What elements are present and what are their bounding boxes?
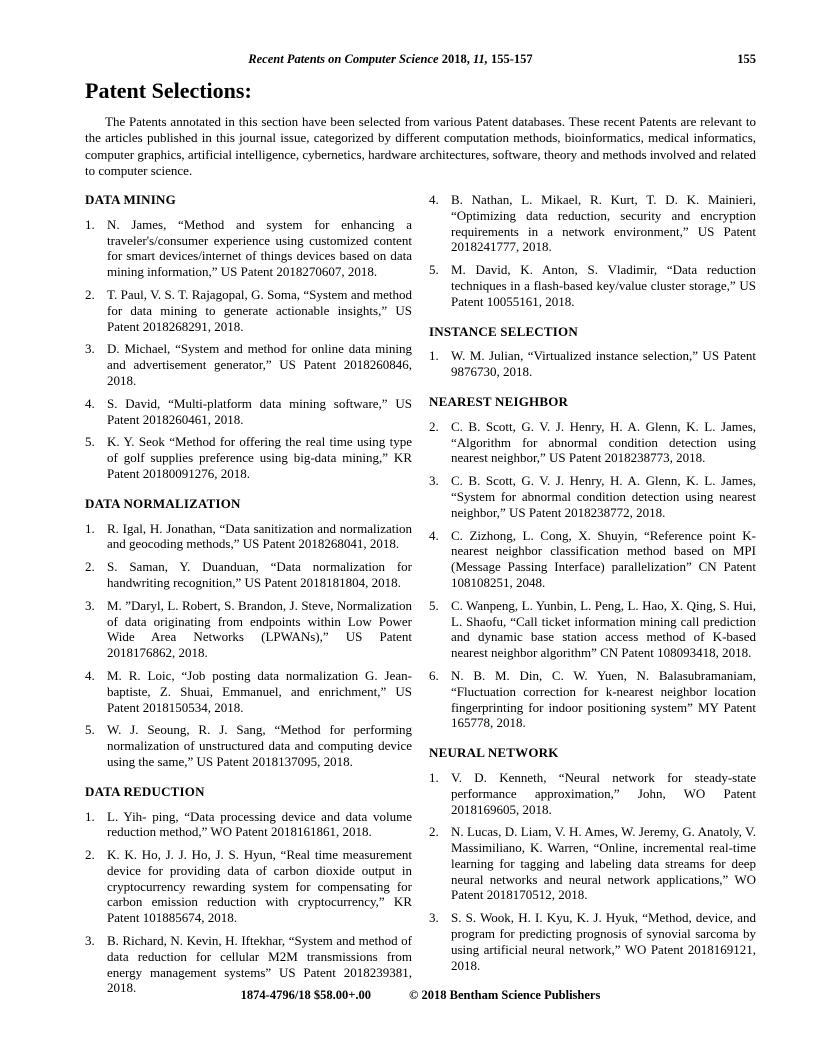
patent-item bbox=[429, 262, 756, 309]
item-text: M. David, K. Anton, S. Vladimir, “Data reduction techniques in a flash-based key/value cluster storage,” US Patent 10055161, 2018. bbox=[451, 262, 756, 309]
patent-columns bbox=[85, 192, 756, 1003]
patent-section bbox=[429, 192, 756, 310]
item-number: 5. bbox=[85, 722, 95, 738]
page-title: Patent Selections: bbox=[85, 78, 252, 103]
patent-section bbox=[429, 324, 756, 380]
issn-price: 1874-4796/18 $58.00+.00 bbox=[240, 988, 372, 1002]
patent-item bbox=[85, 668, 412, 715]
section-heading: DATA REDUCTION bbox=[85, 783, 205, 799]
item-text: B. Richard, N. Kevin, H. Iftekhar, “System and method of data reduction for cellular M2M transmissions from energy management systems” US Patent 2018239381, 2018. bbox=[107, 933, 412, 996]
journal-issue: 11, bbox=[472, 52, 488, 66]
item-number: 3. bbox=[429, 910, 439, 926]
patent-item bbox=[429, 770, 756, 817]
item-number: 5. bbox=[85, 434, 95, 450]
item-text: M. ”Daryl, L. Robert, S. Brandon, J. Steve, Normalization of data originating from endpoints within Low Power Wide Area Networks (LPWANs),” US Patent 2018176862, 2018. bbox=[107, 597, 412, 661]
patent-item bbox=[85, 434, 412, 481]
item-number: 6. bbox=[429, 667, 439, 683]
section-heading: DATA NORMALIZATION bbox=[85, 495, 241, 511]
item-text: R. Igal, H. Jonathan, “Data sanitization and normalization and geocoding methods,” US Patent 2018268041, 2018. bbox=[107, 520, 412, 552]
item-text: K. K. Ho, J. J. Ho, J. S. Hyun, “Real time measurement device for providing data of carbon dioxide output in cryptocurrency rewarding system for compensating for carbon emission reduction with cryptocurrency,” KR Patent 101885674, 2018. bbox=[107, 847, 412, 926]
item-number: 3. bbox=[85, 341, 95, 357]
patent-item bbox=[85, 847, 412, 926]
section-heading: DATA MINING bbox=[85, 192, 176, 207]
item-text: C. B. Scott, G. V. J. Henry, H. A. Glenn, K. L. James, “System for abnormal condition detection using nearest neighbor,” US Patent 2018238772, 2018. bbox=[451, 473, 756, 520]
item-text: S. S. Wook, H. I. Kyu, K. J. Hyuk, “Method, device, and program for predicting prognosis of synovial sarcoma by using artificial neural network,” WO Patent 2018169121, 2018. bbox=[451, 910, 756, 973]
item-number: 3. bbox=[85, 933, 95, 949]
patent-section bbox=[85, 784, 412, 997]
patent-item bbox=[85, 933, 412, 996]
item-number: 4. bbox=[85, 395, 95, 411]
patent-section bbox=[85, 192, 412, 482]
item-number: 2. bbox=[429, 418, 439, 434]
item-text: W. J. Seoung, R. J. Sang, “Method for performing normalization of unstructured data and computing device using the same,” US Patent 2018137095, 2018. bbox=[107, 722, 412, 769]
patent-item bbox=[429, 192, 756, 255]
page-number: 155 bbox=[737, 52, 756, 66]
item-number: 2. bbox=[85, 559, 95, 575]
journal-pages: 155-157 bbox=[491, 52, 533, 66]
patent-item bbox=[429, 348, 756, 380]
item-text: L. Yih- ping, “Data processing device and data volume reduction method,” WO Patent 2018161861, 2018. bbox=[107, 808, 412, 840]
patent-item bbox=[85, 341, 412, 388]
item-number: 2. bbox=[85, 286, 95, 302]
page-footer bbox=[85, 988, 756, 1003]
item-text: V. D. Kenneth, “Neural network for steady-state performance approximation,” John, WO Patent 2018169605, 2018. bbox=[451, 769, 756, 817]
patent-item bbox=[429, 824, 756, 903]
patent-item bbox=[85, 217, 412, 280]
item-text: M. R. Loic, “Job posting data normalization G. Jean-baptiste, Z. Shuai, Emmanuel, and enrichment,” US Patent 2018150534, 2018. bbox=[107, 667, 412, 715]
patent-section bbox=[85, 496, 412, 770]
section-heading: NEURAL NETWORK bbox=[429, 745, 559, 761]
journal-title: Recent Patents on Computer Science bbox=[248, 52, 439, 66]
item-text: B. Nathan, L. Mikael, R. Kurt, T. D. K. Mainieri, “Optimizing data reduction, security and encryption requirements in a network environment,” US Patent 2018241777, 2018. bbox=[451, 192, 756, 255]
patent-item bbox=[85, 722, 412, 769]
intro-paragraph: The Patents annotated in this section have been selected from various Patent databases. These recent Patents are relevant to the articles published in this journal issue, categorized by different computation methods, bioinformatics, medical informatics, computer graphics, artificial intelligence, cybernetics, hardware architectures, software, theory and methods involved and related to computer science. bbox=[85, 114, 756, 178]
patent-item bbox=[85, 396, 412, 428]
item-number: 1. bbox=[429, 348, 439, 364]
patent-item bbox=[429, 668, 756, 731]
journal-citation bbox=[85, 52, 696, 67]
patent-item bbox=[429, 419, 756, 466]
item-text: N. Lucas, D. Liam, V. H. Ames, W. Jeremy, G. Anatoly, V. Massimiliano, K. Warren, “Online, incremental real-time learning for tagging and labeling data streams for deep neural networks and neural network applications,” WO Patent 2018170512, 2018. bbox=[451, 824, 756, 903]
patent-section bbox=[429, 394, 756, 731]
item-text: N. B. M. Din, C. W. Yuen, N. Balasubramaniam, “Fluctuation correction for k-nearest neighbor location fingerprinting for indoor positioning system” MY Patent 165778, 2018. bbox=[451, 667, 756, 731]
section-heading: NEAREST NEIGHBOR bbox=[429, 393, 569, 409]
item-number: 3. bbox=[85, 597, 95, 613]
item-number: 4. bbox=[429, 192, 439, 207]
item-text: N. James, “Method and system for enhancing a traveler's/consumer experience using customized content for smart devices/internet of things devices based on data mining information,” US Patent 2018270607, 2018. bbox=[107, 216, 412, 280]
page-header bbox=[85, 52, 756, 67]
item-number: 1. bbox=[429, 769, 439, 785]
patent-item bbox=[429, 910, 756, 973]
item-number: 2. bbox=[85, 847, 95, 863]
right-column bbox=[429, 192, 756, 1003]
item-number: 4. bbox=[85, 667, 95, 683]
section-heading: INSTANCE SELECTION bbox=[429, 323, 578, 339]
item-text: C. Zizhong, L. Cong, X. Shuyin, “Reference point K-nearest neighbor classification method based on MPI (Message Passing Interface) parallelization” CN Patent 108108251, 2048. bbox=[451, 527, 756, 590]
item-text: S. Saman, Y. Duanduan, “Data normalization for handwriting recognition,” US Patent 2018181804, 2018. bbox=[107, 559, 412, 590]
item-number: 1. bbox=[85, 808, 95, 824]
left-column bbox=[85, 192, 412, 1003]
item-text: K. Y. Seok “Method for offering the real time using type of golf supplies preference using big-data mining,” KR Patent 20180091276, 2018. bbox=[107, 434, 412, 481]
item-number: 5. bbox=[429, 262, 439, 278]
copyright-notice: © 2018 Bentham Science Publishers bbox=[409, 988, 601, 1002]
item-text: C. B. Scott, G. V. J. Henry, H. A. Glenn, K. L. James, “Algorithm for abnormal condition detection using nearest neighbor,” US Patent 2018238773, 2018. bbox=[451, 418, 756, 466]
journal-year: 2018, bbox=[441, 52, 470, 66]
item-text: C. Wanpeng, L. Yunbin, L. Peng, L. Hao, X. Qing, S. Hui, L. Shaofu, “Call ticket information mining call prediction and dynamic base station access method of K-based nearest neighbor algorithm” CN Patent 108093418, 2018. bbox=[451, 597, 756, 661]
patent-section bbox=[429, 745, 756, 973]
item-number: 3. bbox=[429, 473, 439, 489]
item-number: 4. bbox=[429, 527, 439, 543]
patent-item bbox=[85, 598, 412, 661]
item-text: S. David, “Multi-platform data mining software,” US Patent 2018260461, 2018. bbox=[107, 395, 412, 427]
item-number: 1. bbox=[85, 216, 95, 232]
patent-item bbox=[85, 521, 412, 553]
item-text: D. Michael, “System and method for online data mining and advertisement generator,” US Patent 2018260846, 2018. bbox=[107, 341, 412, 388]
patent-item bbox=[429, 598, 756, 661]
patent-item bbox=[85, 559, 412, 591]
item-number: 1. bbox=[85, 520, 95, 536]
item-text: T. Paul, V. S. T. Rajagopal, G. Soma, “System and method for data mining to generate actionable insights,” US Patent 2018268291, 2018. bbox=[107, 286, 412, 334]
patent-item bbox=[429, 473, 756, 520]
item-number: 5. bbox=[429, 597, 439, 613]
patent-item bbox=[85, 287, 412, 334]
item-number: 2. bbox=[429, 824, 439, 840]
item-text: W. M. Julian, “Virtualized instance selection,” US Patent 9876730, 2018. bbox=[451, 348, 756, 380]
patent-item bbox=[429, 528, 756, 591]
patent-item bbox=[85, 809, 412, 841]
